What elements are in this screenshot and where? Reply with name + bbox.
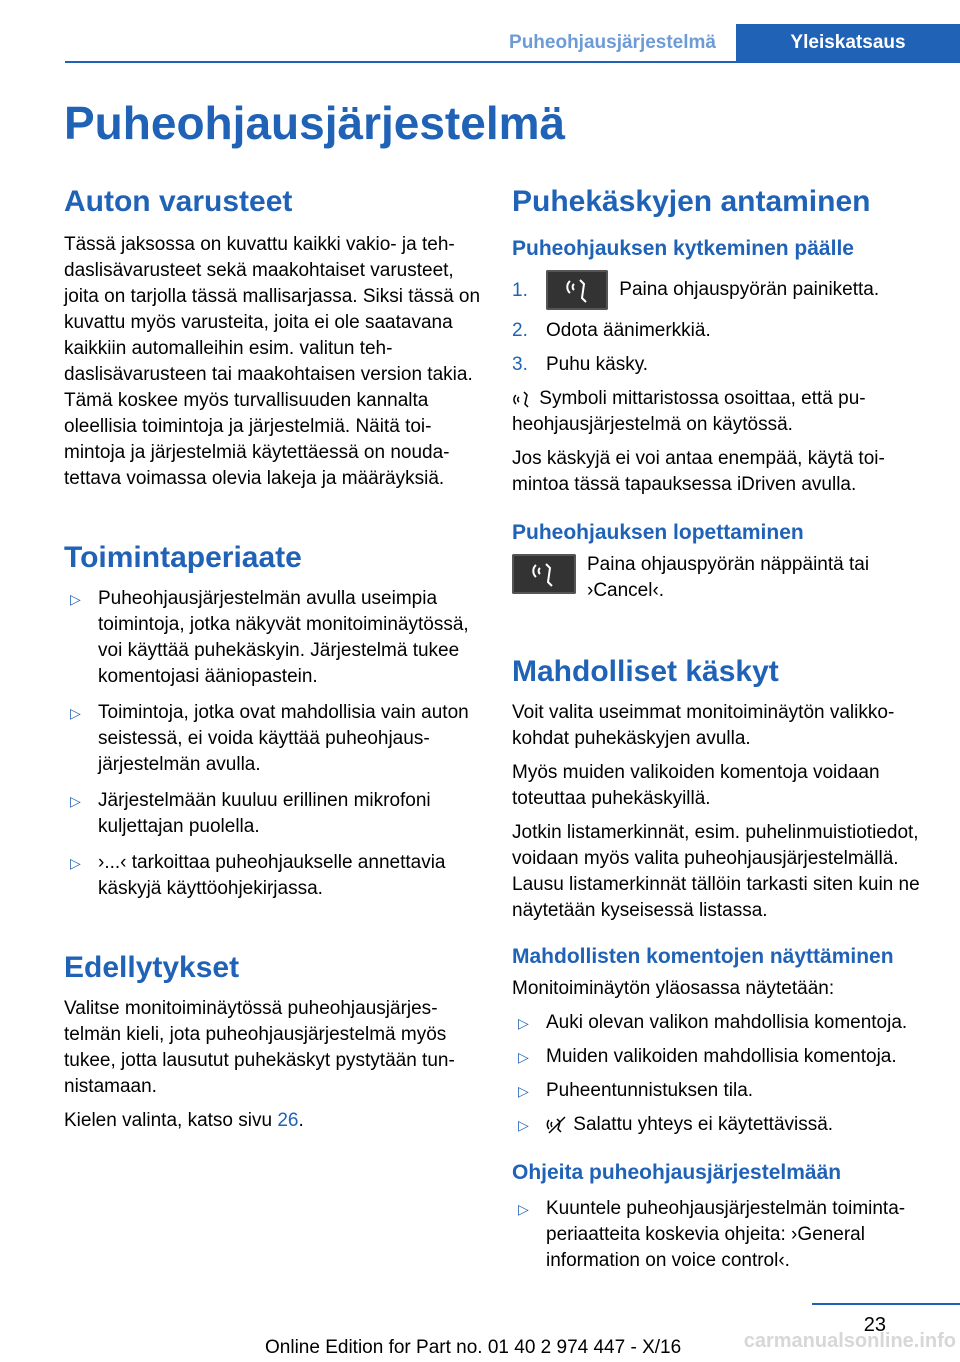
header-divider [65,61,960,63]
right-column [512,180,932,1274]
header-section-tab[interactable]: Puheohjausjärjestelmä [509,32,716,53]
list-item: 3. Puhu käsky. [512,354,649,375]
page-title: Puheohjausjärjestelmä [64,97,566,149]
language-reference: Kielen valinta, katso sivu 26. [64,1110,304,1131]
subheading-activate: Puheohjauksen kytkeminen päälle [512,237,854,260]
subheading-deactivate: Puheohjauksen lopettaminen [512,521,804,544]
list-item: ▷ Toimintoja, jotka ovat mahdollisia vain auton seistessä, ei voida käyttää puheohjausjärjestelmän avulla. [70,702,469,775]
watermark: carmanualsonline.info [743,1330,956,1352]
list-item: 2. Odota äänimerkkiä. [512,320,711,341]
symbol-note: Symboli mittaristossa osoittaa, että puheohjausjärjestelmä on käytössä. [512,388,866,435]
triangle-bullet-icon: ▷ [518,1083,529,1099]
vehicle-equipment-text: Tässä jaksossa on kuvattu kaikki vakio- ja tehdaslisävarusteet sekä maakohtaiset varusteet, joita on tarjolla tässä mallisarjassa. Siksi tässä on kuvattu myös varusteita, joita ei ole saatavana kaikkiin automalleihin esim. valitun tehdaslisävarusteen tai maakohtaisen version takia. Tämä koskee myös turvallisuuden kannalta oleellisia toimintoja ja järjestelmiä. Näitä toimintoja ja järjestelmiä käytettäessä on noudatettava voimassa olevia lakeja ja määräyksiä. [64,234,481,489]
activation-steps [512,270,932,378]
list-item: ▷ ›...‹ tarkoittaa puheohjaukselle annettavia käskyjä käyttöohjekirjassa. [70,852,446,899]
list-item: ▷ Järjestelmään kuuluu erillinen mikrofoni kuljettajan puolella. [70,790,431,837]
commands-p3: Jotkin listamerkinnät, esim. puhelinmuistiotiedot, voidaan myös valita puheohjausjärjestelmällä. Lausu listamerkinnät tällöin tarkasti siten kuin ne näytetään kyseisessä listassa. [512,822,920,921]
triangle-bullet-icon: ▷ [70,793,81,809]
cancel-instruction: Paina ohjauspyörän näppäintä tai ›Cancel‹. [512,552,932,614]
page-26-link[interactable]: 26 [277,1110,299,1131]
triangle-bullet-icon: ▷ [518,1015,529,1031]
header-chapter-tab[interactable]: Yleiskatsaus [736,24,960,62]
list-item: ▷ Muiden valikoiden mahdollisia komentoja. [512,1044,932,1070]
list-item: ▷ Auki olevan valikon mahdollisia komentoja. [512,1010,932,1036]
display-list [512,1010,932,1138]
voice-button-image [546,270,608,310]
voice-symbol-icon [512,389,534,409]
heading-requirements: Edellytykset [64,951,240,984]
principle-list [64,586,482,902]
list-item: ▷ Puheentunnistuksen tila. [512,1078,932,1104]
voice-cancel-button-image [512,554,576,594]
page-number: 23 [863,1314,886,1336]
heading-possible-commands: Mahdolliset käskyt [512,655,779,688]
header-nav [489,24,960,62]
requirements-text: Valitse monitoiminäytössä puheohjausjärjestelmän kieli, jota puheohjausjärjestelmä myös tukee, jotta lausutut puhekäskyt pystytään tunnistamaan. [64,998,455,1097]
triangle-bullet-icon: ▷ [70,705,81,721]
footer-divider [812,1303,960,1305]
idrive-note: Jos käskyjä ei voi antaa enempää, käytä toimintoa tässä tapauksessa iDriven avulla. [512,448,885,495]
heading-vehicle-equipment: Auton varusteet [64,185,293,218]
help-list [512,1196,932,1274]
commands-p2: Myös muiden valikoiden komentoja voidaan toteuttaa puhekäskyillä. [512,762,880,809]
edition-note: Online Edition for Part no. 01 40 2 974 447 - X/16 [265,1337,682,1358]
triangle-bullet-icon: ▷ [518,1201,529,1217]
heading-giving-commands: Puhekäskyjen antaminen [512,185,871,218]
subheading-show-commands: Mahdollisten komentojen näyttäminen [512,945,894,968]
list-item: ▷ Salattu yhteys ei käytettävissä. [512,1112,932,1138]
triangle-bullet-icon: ▷ [518,1117,529,1133]
heading-principle: Toimintaperiaate [64,541,302,574]
show-commands-text: Monitoiminäytön yläosassa näytetään: [512,978,835,999]
no-encryption-icon [546,1115,568,1135]
list-item: ▷ Puheohjausjärjestelmän avulla useimpia toimintoja, jotka näkyvät monitoiminäytössä, voi käyttää puhekäskyin. Järjestelmä tukee komentojasi ääniopastein. [70,588,469,687]
subheading-help: Ohjeita puheohjausjärjestelmään [512,1161,842,1184]
commands-p1: Voit valita useimmat monitoiminäytön valikkokohdat puhekäskyjen avulla. [512,702,895,749]
list-item: 1. Paina ohjauspyörän painiketta. [512,270,932,310]
left-column [64,180,482,1134]
triangle-bullet-icon: ▷ [70,591,81,607]
list-item: ▷ Kuuntele puheohjausjärjestelmän toimintaperiaatteita koskevia ohjeita: ›General information on voice control‹. [518,1198,906,1271]
triangle-bullet-icon: ▷ [70,855,81,871]
triangle-bullet-icon: ▷ [518,1049,529,1065]
